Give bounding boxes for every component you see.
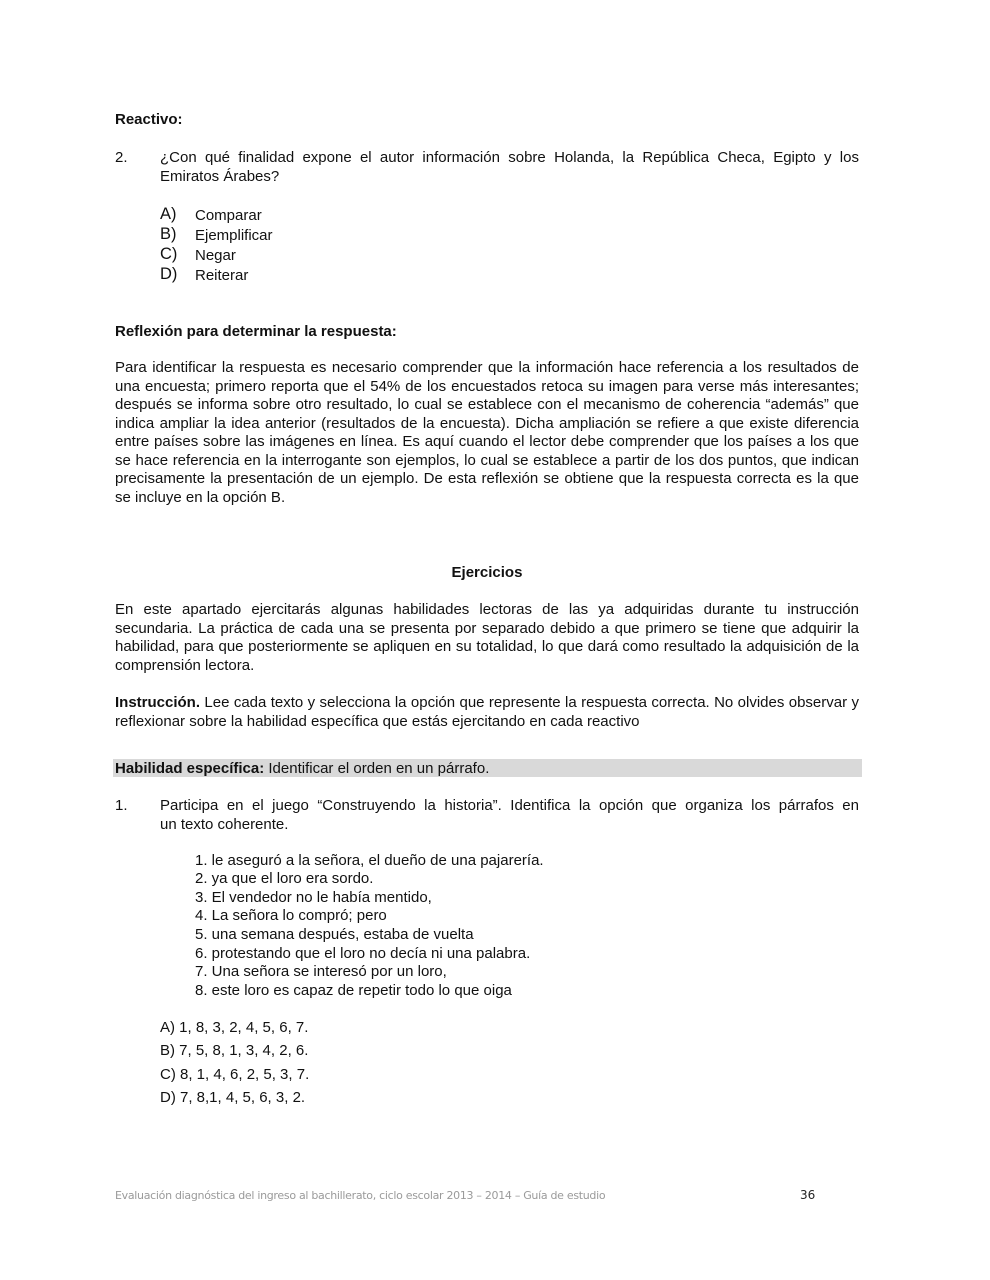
ejercicios-intro: En este apartado ejercitarás algunas habilidades lectoras de las ya adquiridas durante tu instrucción secundaria. La práctica de cada una se presenta por separado debido a que primero se tiene que adquirir la habilidad, para que posteriormente se apliquen en su totalidad, lo que dará como resultado la adquisición de la comprensión lectora. [115,601,859,674]
reactivo-heading: Reactivo: [115,111,183,128]
question-text-line2: un texto coherente. [160,816,289,833]
reflexion-heading: Reflexión para determinar la respuesta: [115,323,397,340]
option-text: Negar [195,247,236,264]
instruccion-text: Lee cada texto y selecciona la opción que represente la respuesta correcta. No olvides observar y reflexionar sobre la habilidad específica que estás ejercitando en cada reactivo [115,694,859,730]
option-c: C) 8, 1, 4, 6, 2, 5, 3, 7. [160,1066,310,1083]
option-text: Reiterar [195,267,249,284]
option-letter: C) [160,245,178,263]
page-number: 36 [800,1188,816,1202]
fragment-item: 8. este loro es capaz de repetir todo lo que oiga [195,982,512,999]
option-letter: B) [160,225,177,243]
habilidad-label: Habilidad específica: [115,760,265,777]
question-text-line2: Emiratos Árabes? [160,168,280,185]
fragment-item: 1. le aseguró a la señora, el dueño de una pajarería. [195,852,544,869]
option-letter: A) [160,205,177,223]
fragment-item: 6. protestando que el loro no decía ni una palabra. [195,945,531,962]
fragment-item: 7. Una señora se interesó por un loro, [195,963,447,980]
question-number: 2. [115,149,128,166]
option-text: Ejemplificar [195,227,273,244]
question-text-line1: Participa en el juego “Construyendo la historia”. Identifica la opción que organiza los párrafos en [160,797,859,814]
option-text: Comparar [195,207,262,224]
ejercicios-title: Ejercicios [451,564,523,581]
reflexion-paragraph: Para identificar la respuesta es necesario comprender que la información hace referencia a los resultados de una encuesta; primero reporta que el 54% de los encuestados retoca su imagen para verse más interesantes; después se informa sobre otro resultado, lo cual se establece con el mecanismo de coherencia “además” que indica ampliar la idea anterior (resultados de la encuesta). Dicha ampliación se refiere a que existe diferencia entre países sobre las imágenes en línea. Es aquí cuando el lector debe comprender que los países a los que se hace referencia en la interrogante son ejemplos, lo cual se establece a partir de los dos puntos, que indican precisamente la presentación de un ejemplo. De esta reflexión se obtiene que la respuesta correcta es la que se incluye en la opción B. [115,359,859,506]
question-text-line1: ¿Con qué finalidad expone el autor información sobre Holanda, la República Checa, Egipto y los [160,149,859,166]
habilidad-text: Identificar el orden en un párrafo. [264,760,490,777]
page-footer: Evaluación diagnóstica del ingreso al bachillerato, ciclo escolar 2013 – 2014 – Guía de estudio [115,1189,606,1202]
option-b: B) 7, 5, 8, 1, 3, 4, 2, 6. [160,1042,309,1059]
option-a: A) 1, 8, 3, 2, 4, 5, 6, 7. [160,1019,309,1036]
instruccion-paragraph [115,694,859,731]
fragment-item: 5. una semana después, estaba de vuelta [195,926,474,943]
fragment-item: 4. La señora lo compró; pero [195,907,387,924]
option-letter: D) [160,265,178,283]
habilidad-line [115,760,489,777]
option-d: D) 7, 8,1, 4, 5, 6, 3, 2. [160,1089,306,1106]
question-number: 1. [115,797,128,814]
fragment-item: 3. El vendedor no le había mentido, [195,889,432,906]
fragment-item: 2. ya que el loro era sordo. [195,870,374,887]
instruccion-label: Instrucción. [115,694,201,711]
